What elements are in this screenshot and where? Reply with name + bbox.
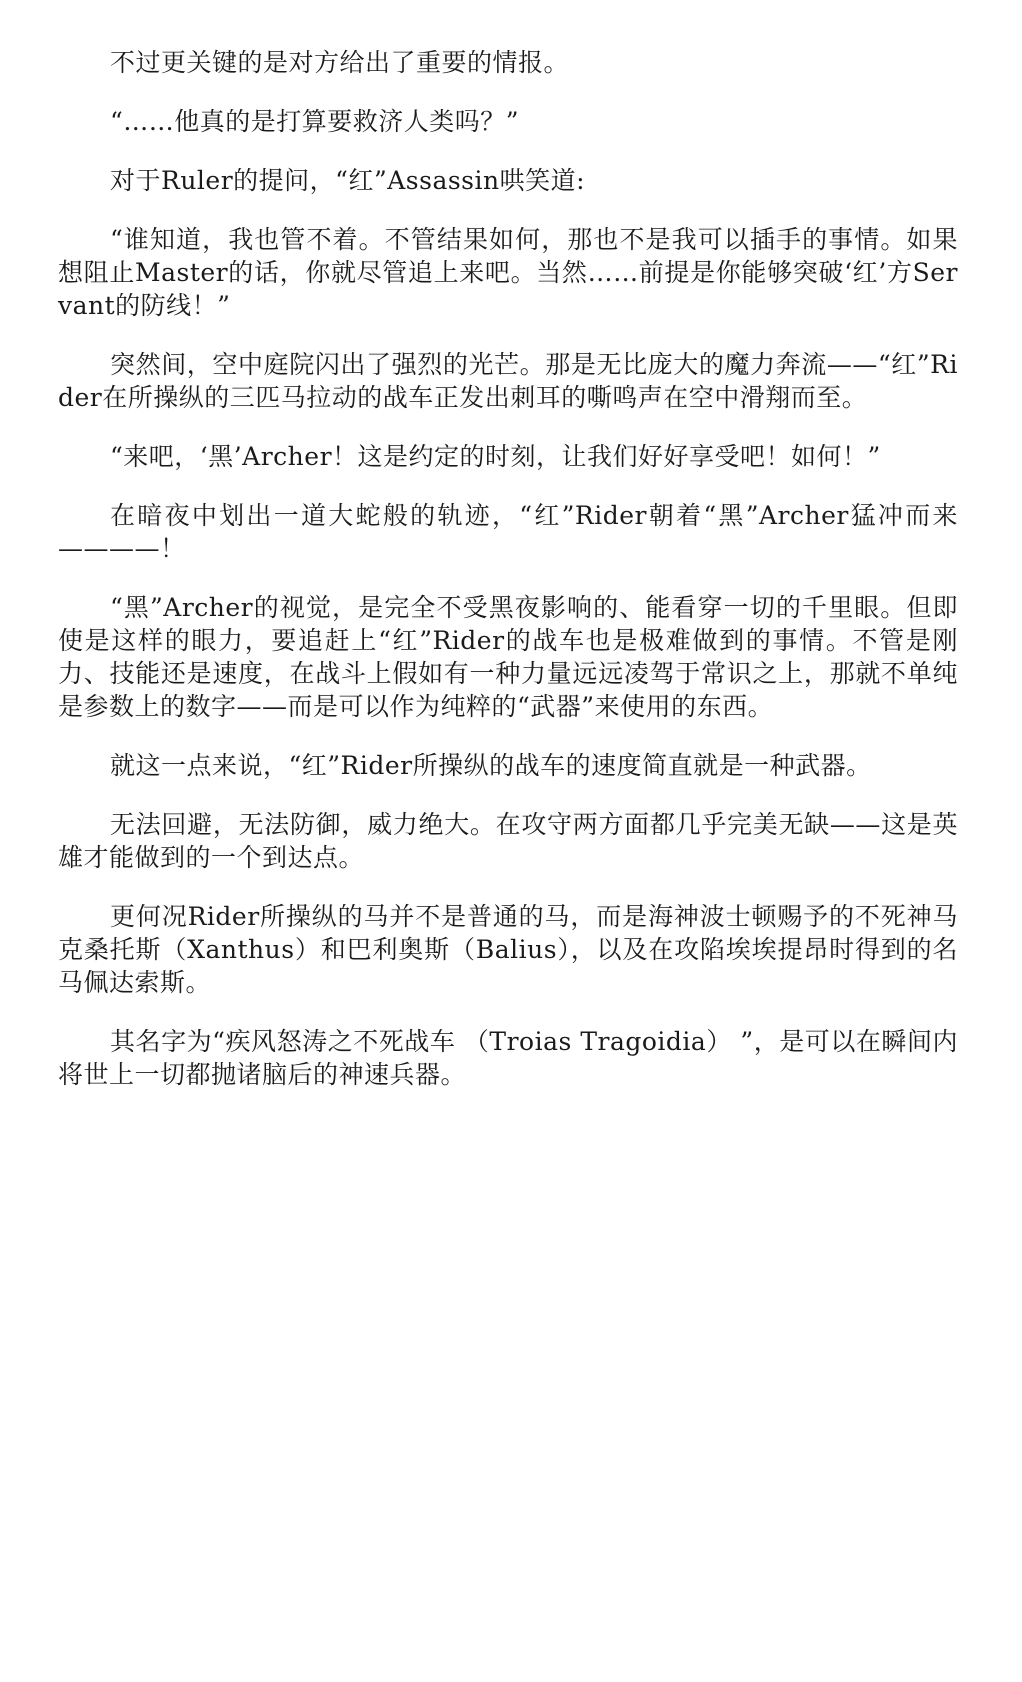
paragraph: “……他真的是打算要救济人类吗？” (110, 107, 520, 136)
paragraph: “黑”Archer的视觉，是完全不受黑夜影响的、能看穿一切的千里眼。但即使是这样的眼力，要追赶上“红”Rider的战车也是极难做到的事情。不管是刚力、技能还是速度，在战斗上假如有一种力量远远凌驾于常识之上，那就不单纯是参数上的数字——而是可以作为纯粹的“武器”来使用的东西。 (58, 593, 958, 721)
paragraph: 不过更关键的是对方给出了重要的情报。 (110, 48, 570, 77)
paragraph: 无法回避，无法防御，威力绝大。在攻守两方面都几乎完美无缺——这是英雄才能做到的一个到达点。 (58, 810, 958, 872)
paragraph: 其名字为“疾风怒涛之不死战车 （Troias Tragoidia） ”，是可以在瞬间内将世上一切都抛诸脑后的神速兵器。 (58, 1027, 958, 1089)
paragraph: “来吧，‘黑’Archer！这是约定的时刻，让我们好好享受吧！如何！” (110, 442, 881, 471)
paragraph: 就这一点来说，“红”Rider所操纵的战车的速度简直就是一种武器。 (110, 751, 872, 780)
paragraph: “谁知道，我也管不着。不管结果如何，那也不是我可以插手的事情。如果想阻止Master的话，你就尽管追上来吧。当然……前提是你能够突破‘红’方Servant的防线！” (58, 225, 958, 320)
document-page (58, 46, 958, 1117)
paragraph: 更何况Rider所操纵的马并不是普通的马，而是海神波士顿赐予的不死神马克桑托斯（Xanthus）和巴利奥斯（Balius），以及在攻陷埃埃提昂时得到的名马佩达索斯。 (58, 902, 958, 997)
paragraph: 突然间，空中庭院闪出了强烈的光芒。那是无比庞大的魔力奔流——“红”Rider在所操纵的三匹马拉动的战车正发出刺耳的嘶鸣声在空中滑翔而至。 (58, 350, 958, 412)
paragraph: 对于Ruler的提问，“红”Assassin哄笑道: (110, 166, 586, 195)
paragraph: 在暗夜中划出一道大蛇般的轨迹，“红”Rider朝着“黑”Archer猛冲而来————！ (58, 501, 958, 563)
